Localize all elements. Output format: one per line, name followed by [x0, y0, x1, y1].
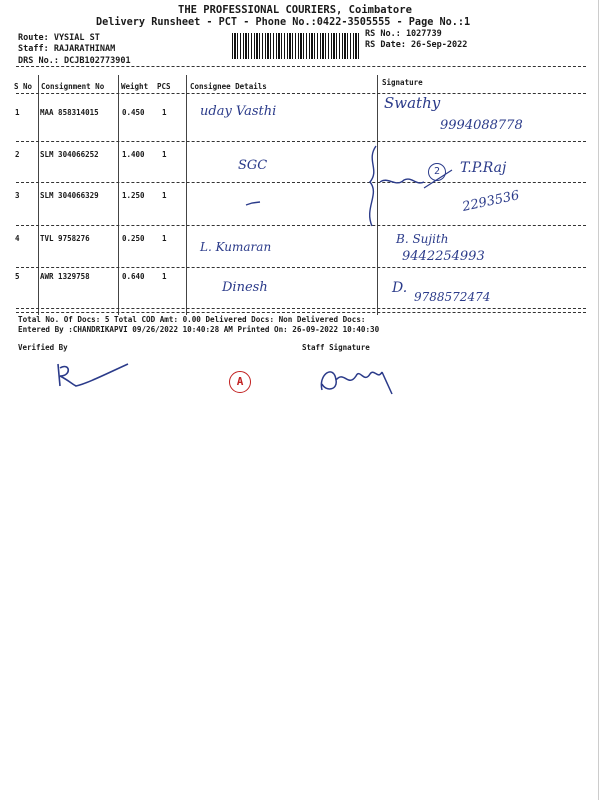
staff-signature-scribble — [316, 360, 402, 400]
row-2-consignee: SGC — [238, 158, 268, 173]
row-3-pcs: 1 — [162, 191, 167, 200]
row-1-weight: 0.450 — [122, 108, 145, 117]
verified-by-label: Verified By — [18, 343, 68, 352]
row-2-signature: T.P.Raj — [460, 160, 507, 176]
column-rule — [118, 75, 119, 315]
col-signature: Signature — [382, 78, 423, 87]
row-5-sno: 5 — [15, 272, 20, 281]
row-2-sno: 2 — [15, 150, 20, 159]
col-weight: Weight — [121, 82, 149, 91]
col-pcs: PCS — [157, 82, 171, 91]
red-stamp-mark: A — [229, 371, 251, 393]
row-5-consignment: AWR 1329758 — [40, 272, 90, 281]
row-4-weight: 0.250 — [122, 234, 145, 243]
divider — [16, 225, 586, 226]
route-label: Route: VYSIAL ST — [18, 33, 100, 43]
divider — [16, 141, 586, 142]
row-1-consignment: MAA 858314015 — [40, 108, 99, 117]
divider — [16, 312, 586, 313]
row-3-consignment: SLM 304066329 — [40, 191, 99, 200]
row-4-phone: 9442254993 — [402, 249, 485, 264]
column-rule — [38, 75, 39, 315]
row-2-circled-mark: 2 — [428, 163, 446, 181]
row-5-weight: 0.640 — [122, 272, 145, 281]
entered-by-line: Entered By :CHANDRIKAPVI 09/26/2022 10:40:28 AM Printed On: 26-09-2022 10:40:30 — [18, 325, 380, 334]
row-1-phone: 9994088778 — [440, 118, 523, 133]
row-4-pcs: 1 — [162, 234, 167, 243]
divider — [16, 308, 586, 309]
row-4-signature: B. Sujith — [396, 232, 449, 246]
row-5-pcs: 1 — [162, 272, 167, 281]
row-1-pcs: 1 — [162, 108, 167, 117]
row-4-consignment: TVL 9758276 — [40, 234, 90, 243]
drs-number: DRS No.: DCJB102773901 — [18, 56, 131, 66]
row-4-consignee: L. Kumaran — [200, 240, 272, 254]
row-2-pcs: 1 — [162, 150, 167, 159]
row-2-consignment: SLM 304066252 — [40, 150, 99, 159]
row-3-phone: 2293536 — [461, 188, 521, 215]
company-title: THE PROFESSIONAL COURIERS, Coimbatore — [178, 4, 412, 16]
divider — [16, 66, 586, 67]
verified-signature-scribble — [52, 358, 132, 394]
bracket-scribble — [360, 142, 470, 232]
rs-date: RS Date: 26-Sep-2022 — [365, 40, 468, 50]
row-5-consignee: Dinesh — [222, 280, 268, 295]
consignee-tick-mark — [244, 198, 262, 208]
row-1-signature: Swathy — [384, 94, 441, 112]
divider — [16, 93, 586, 94]
totals-line: Total No. Of Docs: 5 Total COD Amt: 0.00 Delivered Docs: Non Delivered Docs: — [18, 315, 366, 324]
col-sno: S No — [14, 82, 33, 91]
scan-edge — [598, 0, 599, 800]
runsheet-subtitle: Delivery Runsheet - PCT - Phone No.:0422-3505555 - Page No.:1 — [96, 17, 471, 28]
rs-number: RS No.: 1027739 — [365, 29, 442, 39]
col-consignee: Consignee Details — [190, 82, 267, 91]
row-1-consignee: uday Vasthi — [200, 104, 277, 119]
row-4-sno: 4 — [15, 234, 20, 243]
divider — [16, 182, 586, 183]
row-3-weight: 1.250 — [122, 191, 145, 200]
col-consignment: Consignment No — [41, 82, 105, 91]
staff-signature-label: Staff Signature — [302, 343, 370, 352]
row-5-signature: D. — [392, 280, 408, 296]
staff-label: Staff: RAJARATHINAM — [18, 44, 116, 54]
row-3-sno: 3 — [15, 191, 20, 200]
row-5-phone: 9788572474 — [414, 290, 491, 304]
row-2-weight: 1.400 — [122, 150, 145, 159]
row-1-sno: 1 — [15, 108, 20, 117]
barcode — [232, 33, 360, 59]
divider — [16, 267, 586, 268]
column-rule — [186, 75, 187, 315]
